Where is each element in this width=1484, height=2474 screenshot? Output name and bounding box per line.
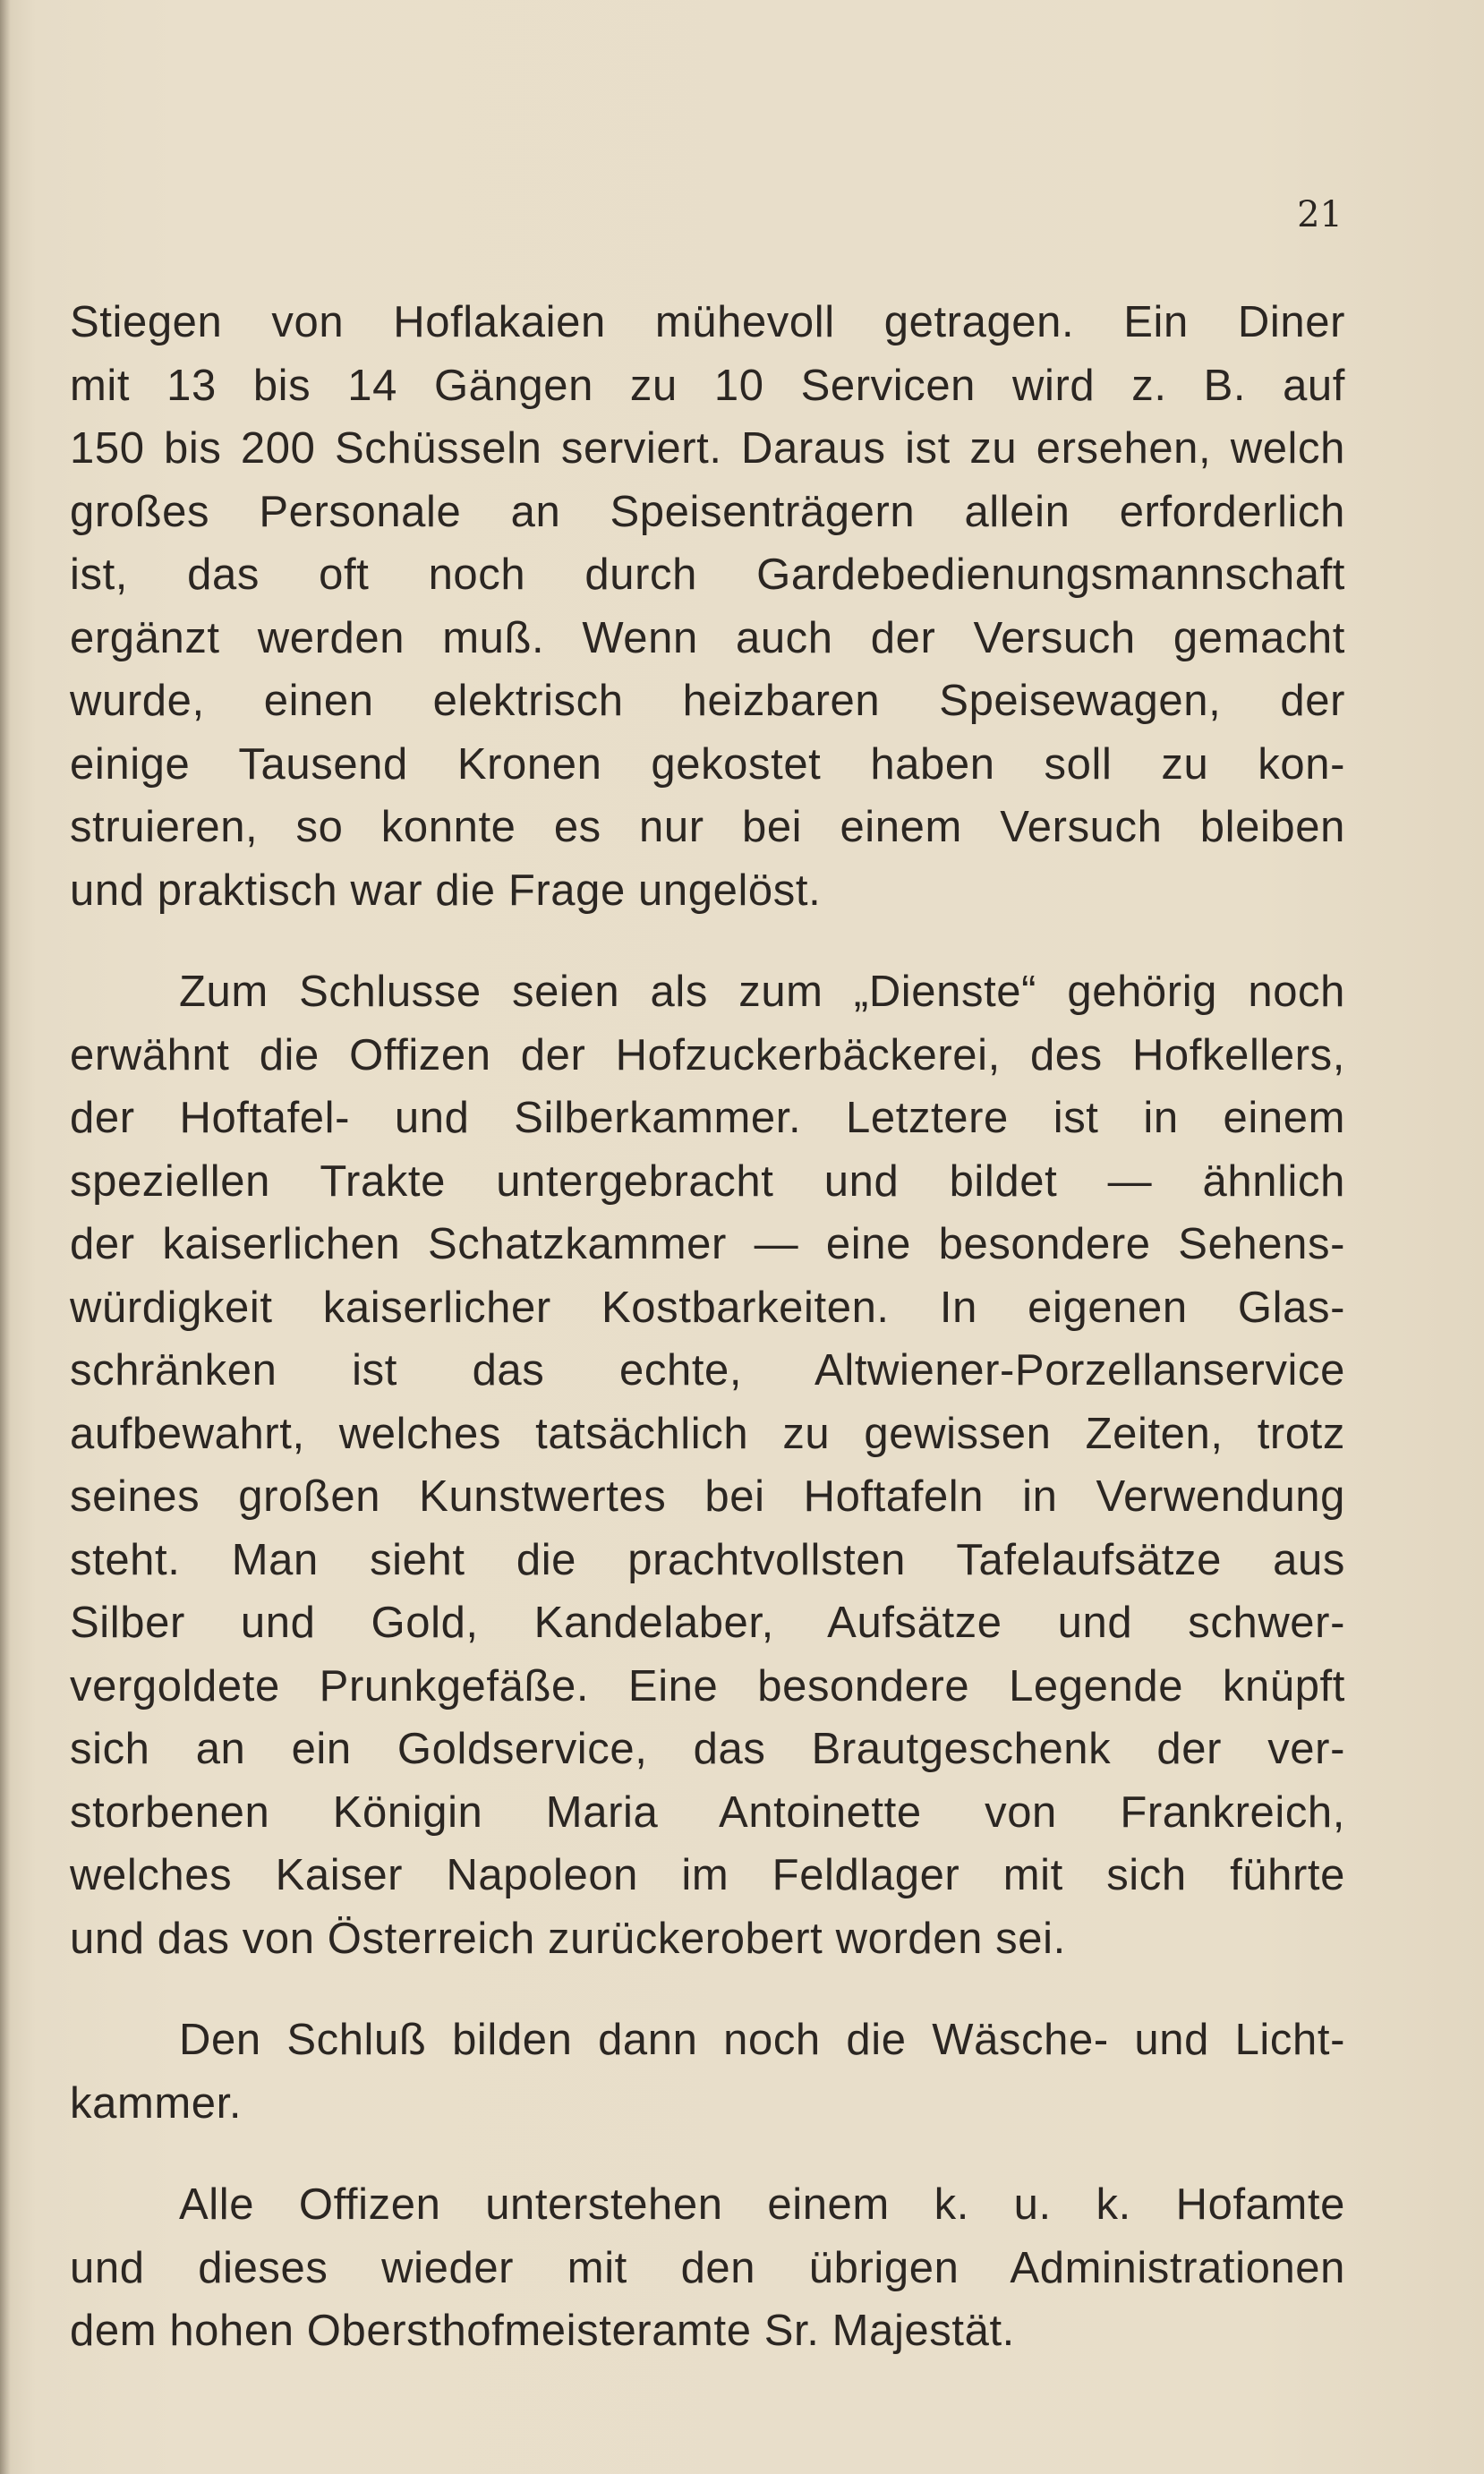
text-line: der Hoftafel- und Silberkammer. Letztere ist in einem — [70, 1094, 1345, 1142]
binding-edge — [0, 0, 11, 2474]
text-line: würdigkeit kaiserlicher Kostbarkeiten. In eigenen Glas- — [70, 1283, 1345, 1332]
page-number: 21 — [1297, 194, 1343, 235]
paragraph-1 — [70, 291, 1345, 922]
text-line: großes Personale an Speisenträgern allein erforderlich — [70, 487, 1345, 536]
text-line: ist, das oft noch durch Gardebedienungsmannschaft — [70, 550, 1345, 599]
text-line: wurde, einen elektrisch heizbaren Speisewagen, der — [70, 677, 1345, 725]
text-line: struieren, so konnte es nur bei einem Versuch bleiben — [70, 803, 1345, 851]
text-line: erwähnt die Offizen der Hofzuckerbäckerei, des Hofkellers, — [70, 1030, 1345, 1079]
text-line: und das von Österreich zurückerobert worden sei. — [70, 1914, 1066, 1963]
text-line: Alle Offizen unterstehen einem k. u. k. Hofamte — [179, 2180, 1345, 2229]
text-line: ergänzt werden muß. Wenn auch der Versuch gemacht — [70, 613, 1345, 662]
text-line: sich an ein Goldservice, das Brautgeschenk der ver- — [70, 1725, 1345, 1773]
text-line: aufbewahrt, welches tatsächlich zu gewissen Zeiten, trotz — [70, 1409, 1345, 1458]
body-text — [70, 291, 1345, 2363]
text-line: kammer. — [70, 2078, 243, 2128]
text-line: der kaiserlichen Schatzkammer — eine besondere Sehens- — [70, 1220, 1345, 1268]
text-line: seines großen Kunstwertes bei Hoftafeln in Verwendung — [70, 1472, 1345, 1521]
paragraph-4 — [70, 2173, 1345, 2363]
text-line: speziellen Trakte untergebracht und bildet — ähnlich — [70, 1156, 1345, 1206]
text-line: und praktisch war die Frage ungelöst. — [70, 866, 822, 915]
text-line: vergoldete Prunkgefäße. Eine besondere Legende knüpft — [70, 1661, 1345, 1710]
text-line: steht. Man sieht die prachtvollsten Tafelaufsätze aus — [70, 1535, 1345, 1584]
text-line: und dieses wieder mit den übrigen Administrationen — [70, 2243, 1345, 2292]
text-line: schränken ist das echte, Altwiener-Porzellanservice — [70, 1346, 1345, 1395]
text-line: Den Schluß bilden dann noch die Wäsche- und Licht- — [179, 2016, 1345, 2064]
text-line: einige Tausend Kronen gekostet haben soll zu kon- — [70, 739, 1345, 789]
text-line: storbenen Königin Maria Antoinette von Frankreich, — [70, 1787, 1345, 1837]
paragraph-2 — [70, 960, 1345, 1970]
text-line: welches Kaiser Napoleon im Feldlager mit sich führte — [70, 1851, 1345, 1899]
paragraph-3 — [70, 2009, 1345, 2135]
text-line: Stiegen von Hoflakaien mühevoll getragen. Ein Diner — [70, 298, 1345, 346]
text-line: mit 13 bis 14 Gängen zu 10 Servicen wird z. B. auf — [70, 361, 1345, 410]
text-line: Silber und Gold, Kandelaber, Aufsätze und schwer- — [70, 1599, 1345, 1647]
text-line: 150 bis 200 Schüsseln serviert. Daraus ist zu ersehen, welch — [70, 424, 1345, 473]
text-line: Zum Schlusse seien als zum „Dienste“ gehörig noch — [179, 968, 1345, 1016]
text-line: dem hohen Obersthofmeisteramte Sr. Majestät. — [70, 2307, 1015, 2355]
